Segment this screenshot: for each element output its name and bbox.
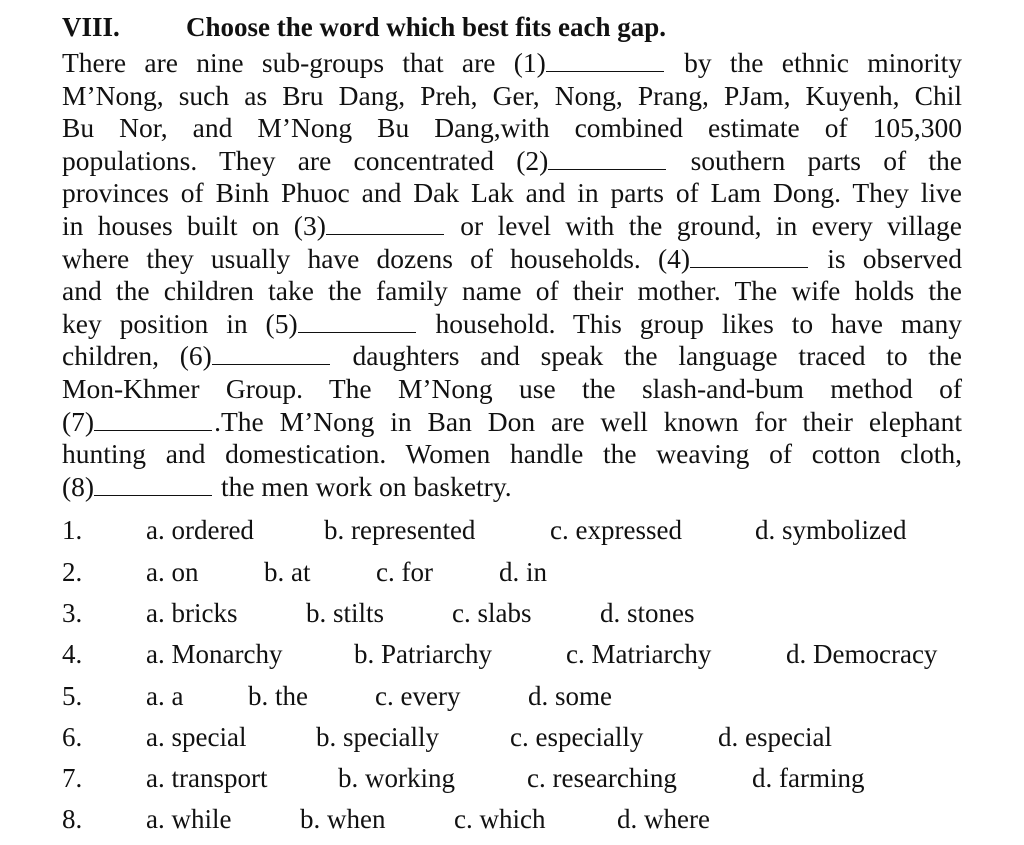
answer-option[interactable]: a. ordered bbox=[146, 515, 254, 546]
answer-option[interactable]: d. stones bbox=[600, 597, 695, 628]
passage-text: key position in (5) bbox=[62, 307, 298, 339]
answer-option[interactable]: b. represented bbox=[324, 515, 476, 546]
passage-text: southern parts of the bbox=[668, 144, 962, 176]
passage-line bbox=[62, 177, 962, 210]
passage-text: Bu Nor, and M’Nong Bu Dang,with combined estimate of 105,300 bbox=[62, 112, 962, 144]
passage-text: the men work on basketry. bbox=[214, 470, 512, 502]
question-number: 8. bbox=[62, 804, 83, 835]
question-row bbox=[62, 593, 962, 634]
answer-option[interactable]: d. especial bbox=[718, 721, 832, 752]
passage-text: or level with the ground, in every village bbox=[445, 209, 962, 241]
question-number: 5. bbox=[62, 680, 83, 711]
question-number: 3. bbox=[62, 597, 83, 628]
question-number: 2. bbox=[62, 556, 83, 587]
question-row bbox=[62, 717, 962, 758]
answer-option[interactable]: d. symbolized bbox=[755, 515, 907, 546]
passage-text: hunting and domestication. Women handle the weaving of cotton cloth, bbox=[62, 438, 962, 470]
passage-text: Mon-Khmer Group. The M’Nong use the slash-and-bum method of bbox=[62, 372, 962, 404]
question-row bbox=[62, 799, 962, 840]
passage-text: (7) bbox=[62, 405, 95, 437]
question-row bbox=[62, 510, 962, 551]
answer-option[interactable]: b. Patriarchy bbox=[354, 639, 492, 670]
answer-option[interactable]: c. for bbox=[376, 556, 433, 587]
passage-line bbox=[62, 438, 962, 471]
exercise-heading bbox=[62, 8, 962, 46]
gap-blank bbox=[212, 342, 330, 365]
answer-option[interactable]: c. expressed bbox=[550, 515, 682, 546]
question-number: 7. bbox=[62, 763, 83, 794]
passage-line bbox=[62, 47, 962, 80]
answer-option[interactable]: c. slabs bbox=[452, 597, 532, 628]
passage-line bbox=[62, 373, 962, 406]
passage-line bbox=[62, 275, 962, 308]
passage-text: provinces of Binh Phuoc and Dak Lak and in parts of Lam Dong. They live bbox=[62, 177, 962, 209]
passage-text: M’Nong, such as Bru Dang, Preh, Ger, Nong, Prang, PJam, Kuyenh, Chil bbox=[62, 79, 962, 111]
passage-line bbox=[62, 243, 962, 276]
answer-option[interactable]: a. transport bbox=[146, 763, 268, 794]
gap-blank bbox=[326, 212, 444, 235]
answer-option[interactable]: c. Matriarchy bbox=[566, 639, 712, 670]
answer-option[interactable]: a. special bbox=[146, 721, 247, 752]
gap-blank bbox=[690, 245, 808, 268]
passage-line bbox=[62, 80, 962, 113]
answer-option[interactable]: d. farming bbox=[752, 763, 865, 794]
question-row bbox=[62, 676, 962, 717]
gap-blank bbox=[94, 408, 212, 431]
passage-line bbox=[62, 340, 962, 373]
gap-blank bbox=[548, 147, 666, 170]
answer-option[interactable]: b. working bbox=[338, 763, 455, 794]
answer-option[interactable]: c. every bbox=[375, 680, 461, 711]
question-number: 4. bbox=[62, 639, 83, 670]
passage-line bbox=[62, 112, 962, 145]
passage-text: (8) bbox=[62, 470, 95, 502]
passage-text: children, (6) bbox=[62, 340, 212, 372]
gap-blank bbox=[94, 473, 212, 496]
question-number: 1. bbox=[62, 515, 83, 546]
section-number: VIII. bbox=[62, 12, 120, 42]
gap-blank bbox=[546, 49, 664, 72]
answer-option[interactable]: a. bricks bbox=[146, 597, 238, 628]
reading-passage bbox=[62, 47, 962, 503]
passage-text: populations. They are concentrated (2) bbox=[62, 144, 549, 176]
passage-line bbox=[62, 308, 962, 341]
answer-options bbox=[62, 510, 962, 840]
question-row bbox=[62, 758, 962, 799]
passage-text: where they usually have dozens of households. (4) bbox=[62, 242, 691, 274]
answer-option[interactable]: b. the bbox=[248, 680, 308, 711]
passage-text: daughters and speak the language traced to the bbox=[331, 340, 962, 372]
answer-option[interactable]: d. some bbox=[528, 680, 612, 711]
passage-text: is observed bbox=[810, 242, 962, 274]
answer-option[interactable]: d. in bbox=[499, 556, 548, 587]
passage-line bbox=[62, 210, 962, 243]
answer-option[interactable]: b. at bbox=[264, 556, 311, 587]
answer-option[interactable]: d. Democracy bbox=[786, 639, 938, 670]
question-row bbox=[62, 634, 962, 675]
passage-line bbox=[62, 471, 962, 504]
answer-option[interactable]: d. where bbox=[617, 804, 710, 835]
answer-option[interactable]: a. a bbox=[146, 680, 184, 711]
answer-option[interactable]: c. especially bbox=[510, 721, 644, 752]
answer-option[interactable]: a. Monarchy bbox=[146, 639, 283, 670]
answer-option[interactable]: b. specially bbox=[316, 721, 439, 752]
answer-option[interactable]: c. which bbox=[454, 804, 546, 835]
passage-text: in houses built on (3) bbox=[62, 209, 326, 241]
answer-option[interactable]: c. researching bbox=[527, 763, 677, 794]
instruction-text: Choose the word which best fits each gap. bbox=[186, 12, 667, 42]
passage-line bbox=[62, 145, 962, 178]
answer-option[interactable]: a. while bbox=[146, 804, 232, 835]
question-row bbox=[62, 552, 962, 593]
exercise-page bbox=[62, 8, 962, 841]
question-number: 6. bbox=[62, 721, 83, 752]
passage-text: by the ethnic minority bbox=[665, 47, 962, 78]
passage-text: There are nine sub-groups that are (1) bbox=[62, 47, 546, 78]
passage-line bbox=[62, 406, 962, 439]
passage-text: and the children take the family name of their mother. The wife holds the bbox=[62, 275, 962, 307]
gap-blank bbox=[298, 310, 416, 333]
passage-text: household. This group likes to have many bbox=[417, 307, 962, 339]
answer-option[interactable]: b. when bbox=[300, 804, 386, 835]
passage-text: .The M’Nong in Ban Don are well known for their elephant bbox=[214, 405, 962, 437]
answer-option[interactable]: b. stilts bbox=[306, 597, 385, 628]
answer-option[interactable]: a. on bbox=[146, 556, 199, 587]
